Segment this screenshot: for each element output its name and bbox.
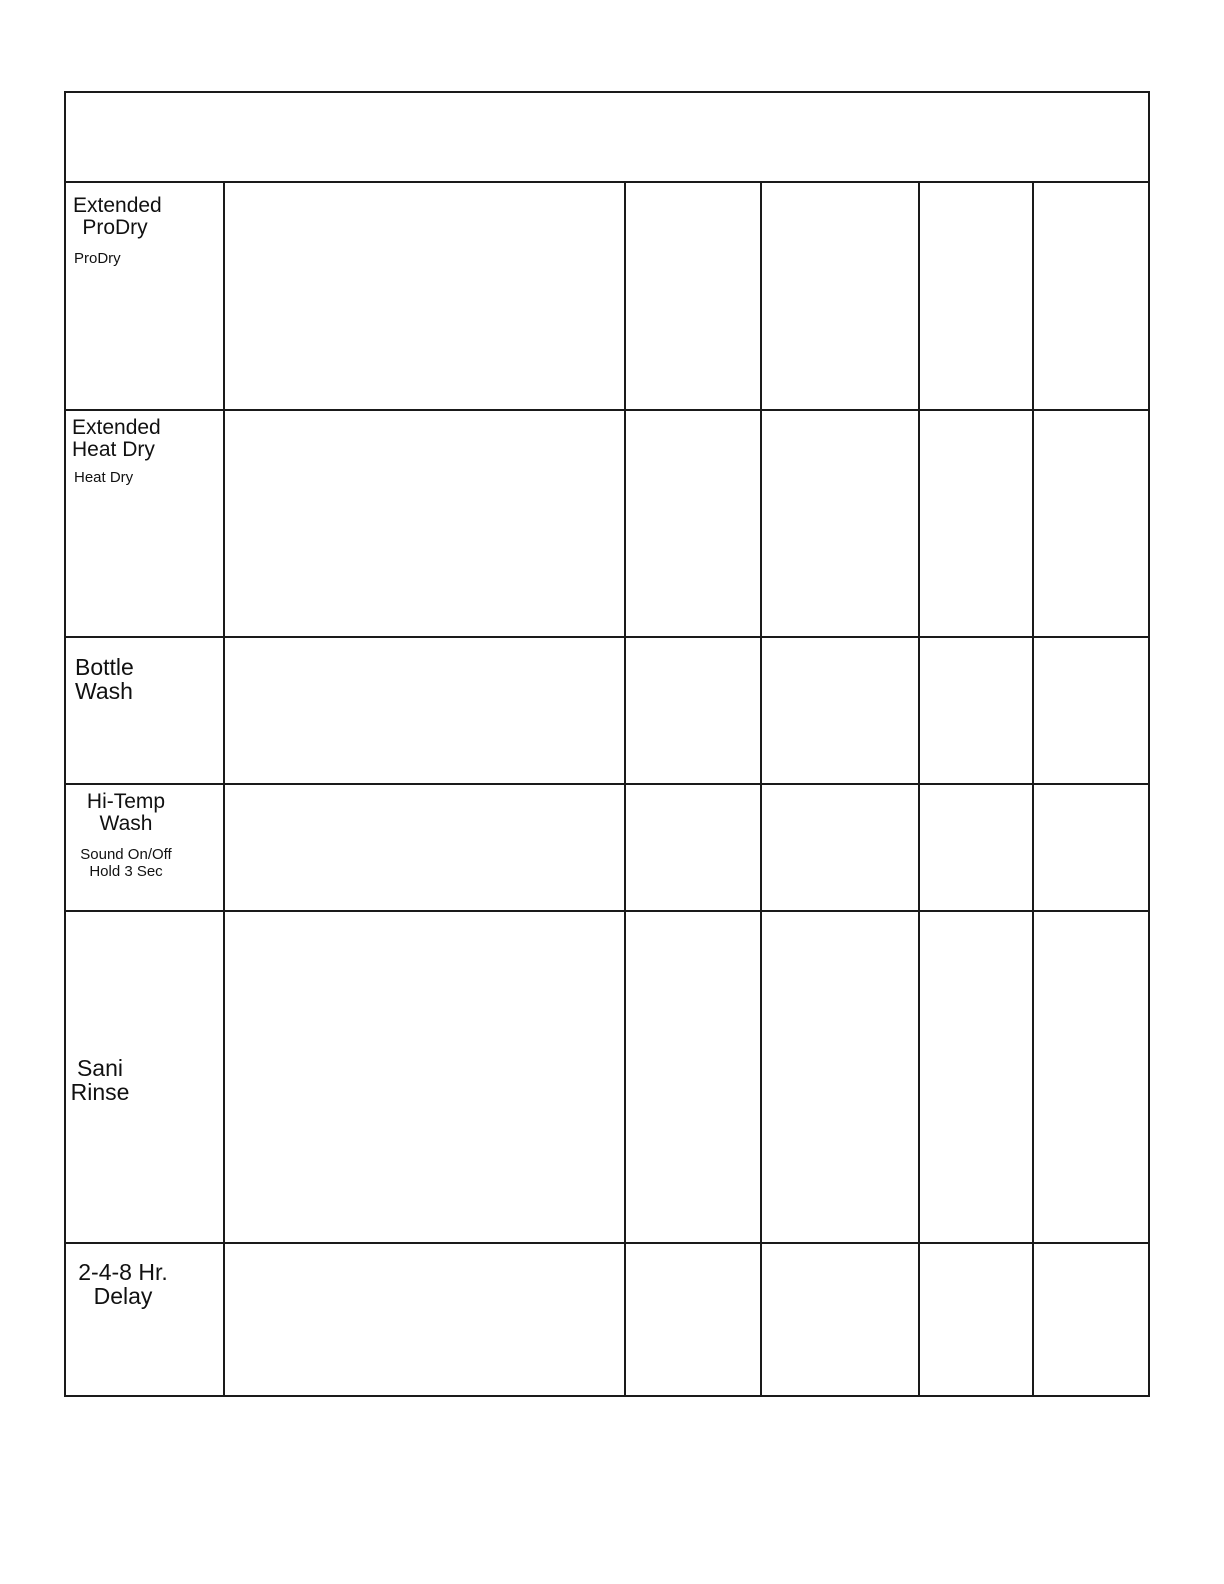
table-cell [624, 183, 760, 409]
table-cell [223, 911, 624, 1242]
sublabel-line: Sound On/Off [80, 846, 172, 863]
row-label-delay [75, 1260, 171, 1308]
table-cell [1032, 183, 1148, 409]
table-row-extended-prodry [66, 183, 1148, 411]
table-cell [918, 637, 1032, 783]
table-cell [1032, 911, 1148, 1242]
table-cell [918, 1243, 1032, 1395]
label-line: Heat Dry [72, 438, 155, 462]
table-row-delay [66, 1243, 1148, 1395]
table-cell [760, 183, 918, 409]
label-line: Extended [73, 194, 162, 217]
row-label-cell [66, 637, 224, 783]
table-cell [1032, 784, 1148, 910]
table-cell [624, 637, 760, 783]
row-label-extended-prodry [73, 194, 162, 240]
table-cell [1032, 1243, 1148, 1395]
table-cell [760, 911, 918, 1242]
label-line: Extended [72, 416, 161, 439]
row-label-cell [66, 1243, 224, 1395]
row-label-hi-temp-wash [80, 791, 172, 835]
label-line: Wash [99, 812, 153, 836]
label-line: Rinse [70, 1079, 130, 1106]
row-label-bottle-wash [75, 655, 134, 703]
row-label-cell [66, 183, 224, 409]
table-cell [223, 183, 624, 409]
row-label-cell [66, 410, 224, 636]
table-cell [918, 911, 1032, 1242]
label-line: 2-4-8 Hr. [78, 1259, 168, 1285]
label-line: ProDry [82, 216, 148, 240]
table-cell [918, 410, 1032, 636]
row-sublabel-prodry: ProDry [74, 250, 121, 267]
table-cell [624, 911, 760, 1242]
table-cell [760, 637, 918, 783]
table-cell [760, 1243, 918, 1395]
table-header-band [66, 93, 1148, 183]
table-cell [223, 1243, 624, 1395]
table-cell [918, 183, 1032, 409]
row-sublabel-sound-on-off [74, 847, 178, 881]
table-cell [918, 784, 1032, 910]
row-label-cell [66, 911, 224, 1242]
table-row-hi-temp-wash [66, 784, 1148, 912]
table-cell [624, 1243, 760, 1395]
label-line: Delay [93, 1283, 153, 1310]
row-label-sani-rinse [69, 1056, 131, 1104]
row-label-cell [66, 784, 224, 910]
row-sublabel-heat-dry: Heat Dry [74, 469, 134, 486]
table-cell [760, 784, 918, 910]
label-line: Wash [75, 678, 133, 705]
table-cell [624, 410, 760, 636]
table-cell [760, 410, 918, 636]
table-cell [223, 637, 624, 783]
label-line: Sani [76, 1055, 124, 1081]
label-line: Hi-Temp [86, 790, 166, 813]
label-line: Bottle [75, 654, 134, 680]
table-row-bottle-wash [66, 637, 1148, 785]
control-chart-table [64, 91, 1150, 1397]
table-cell [223, 784, 624, 910]
table-cell [223, 410, 624, 636]
table-cell [1032, 637, 1148, 783]
table-cell [1032, 410, 1148, 636]
table-cell [624, 784, 760, 910]
table-row-extended-heat-dry [66, 410, 1148, 638]
table-row-sani-rinse [66, 911, 1148, 1244]
sublabel-line: Hold 3 Sec [89, 862, 163, 880]
row-label-extended-heat-dry [72, 417, 161, 461]
